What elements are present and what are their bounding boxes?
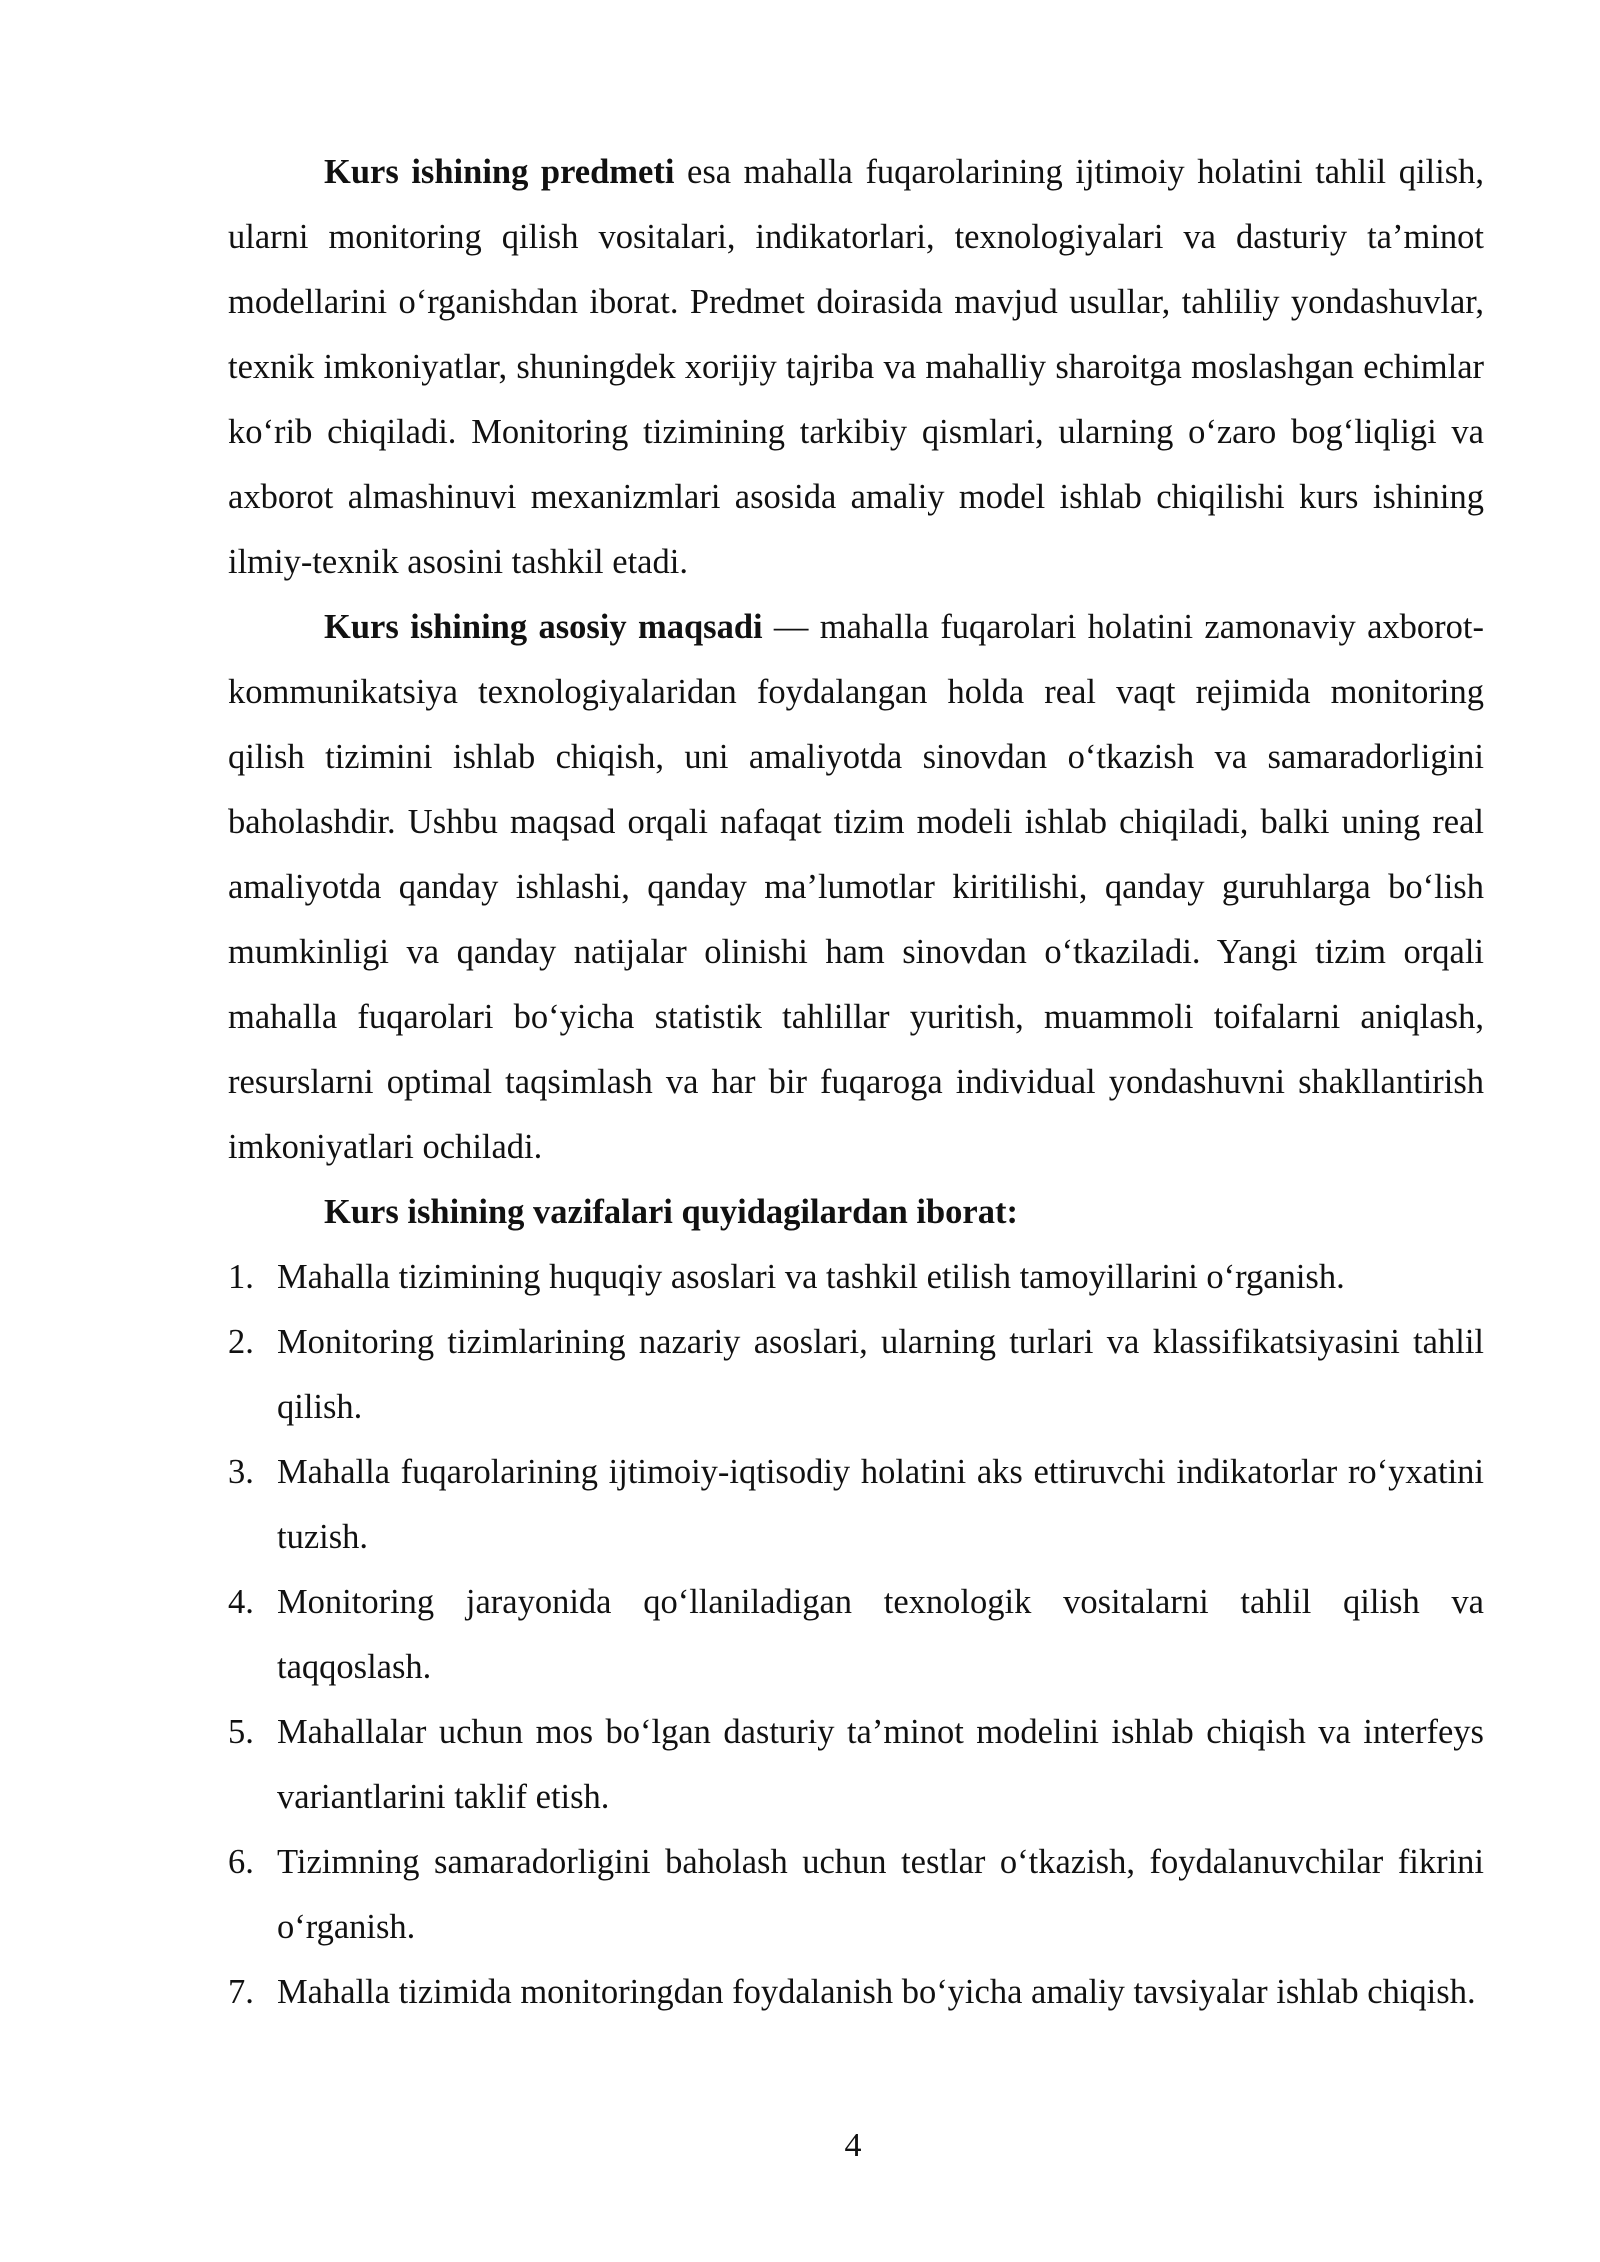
document-page: [228, 140, 1484, 2025]
list-item-number: 6.: [228, 1843, 254, 1881]
subject-text: esa mahalla fuqarolarining ijtimoiy holatini tahlil qilish, ularni monitoring qilish vositalari, indikatorlari, texnologiyalari va dasturiy ta’minot modellarini o‘rganishdan iborat. Predmet doirasida mavjud usullar, tahliliy yondashuvlar, texnik imkoniyatlar, shuningdek xorijiy tajriba va mahalliy sharoitga moslashgan echimlar ko‘rib chiqiladi. Monitoring tizimining tarkibiy qismlari, ularning o‘zaro bog‘liqligi va axborot almashinuvi mexanizmlari asosida amaliy model ishlab chiqilishi kurs ishining ilmiy-texnik asosini tashkil etadi.: [228, 153, 1485, 581]
list-item-number: 2.: [228, 1323, 254, 1361]
subject-lead: Kurs ishining predmeti: [324, 153, 675, 191]
list-item-text: Mahalla tizimida monitoringdan foydalanish bo‘yicha amaliy tavsiyalar ishlab chiqish.: [277, 1973, 1476, 2011]
list-item-number: 7.: [228, 1973, 254, 2011]
list-item-number: 4.: [228, 1583, 254, 1621]
list-item-number: 5.: [228, 1713, 254, 1751]
list-item-number: 3.: [228, 1453, 254, 1491]
list-item-text: Mahallalar uchun mos bo‘lgan dasturiy ta’minot modelini ishlab chiqish va interfeys variantlarini taklif etish.: [277, 1713, 1484, 1816]
list-item-text: Tizimning samaradorligini baholash uchun testlar o‘tkazish, foydalanuvchilar fikrini o‘rganish.: [277, 1843, 1484, 1946]
list-item: [228, 1310, 1484, 1440]
list-item: [228, 1700, 1484, 1830]
list-item-text: Mahalla fuqarolarining ijtimoiy-iqtisodiy holatini aks ettiruvchi indikatorlar ro‘yxatini tuzish.: [277, 1453, 1484, 1556]
page-number: 4: [844, 2127, 862, 2164]
list-item: [228, 1440, 1484, 1570]
goal-text: — mahalla fuqarolari holatini zamonaviy axborot-kommunikatsiya texnologiyalaridan foydalangan holda real vaqt rejimida monitoring qilish tizimini ishlab chiqish, uni amaliyotda sinovdan o‘tkazish va samaradorligini baholashdir. Ushbu maqsad orqali nafaqat tizim modeli ishlab chiqiladi, balki uning real amaliyotda qanday ishlashi, qanday ma’lumotlar kiritilishi, qanday guruhlarga bo‘lish mumkinligi va qanday natijalar olinishi ham sinovdan o‘tkaziladi. Yangi tizim orqali mahalla fuqarolari bo‘yicha statistik tahlillar yuritish, muammoli toifalarni aniqlash, resurslarni optimal taqsimlash va har bir fuqaroga individual yondashuvni shakllantirish imkoniyatlari ochiladi.: [228, 608, 1484, 1166]
goal-paragraph: [228, 595, 1484, 1180]
list-item-text: Monitoring tizimlarining nazariy asoslari, ularning turlari va klassifikatsiyasini tahlil qilish.: [277, 1323, 1484, 1426]
list-item-text: Monitoring jarayonida qo‘llaniladigan texnologik vositalarni tahlil qilish va taqqoslash.: [277, 1583, 1484, 1686]
list-item: [228, 1245, 1484, 1310]
list-item: [228, 1960, 1484, 2025]
goal-lead: Kurs ishining asosiy maqsadi: [324, 608, 763, 646]
tasks-heading-text: Kurs ishining vazifalari quyidagilardan iborat:: [324, 1193, 1018, 1231]
tasks-heading: [228, 1180, 1484, 1245]
list-item: [228, 1830, 1484, 1960]
list-item: [228, 1570, 1484, 1700]
tasks-list: [228, 1245, 1484, 2025]
list-item-number: 1.: [228, 1258, 254, 1296]
list-item-text: Mahalla tizimining huquqiy asoslari va tashkil etilish tamoyillarini o‘rganish.: [277, 1258, 1345, 1296]
subject-paragraph: [228, 140, 1484, 595]
